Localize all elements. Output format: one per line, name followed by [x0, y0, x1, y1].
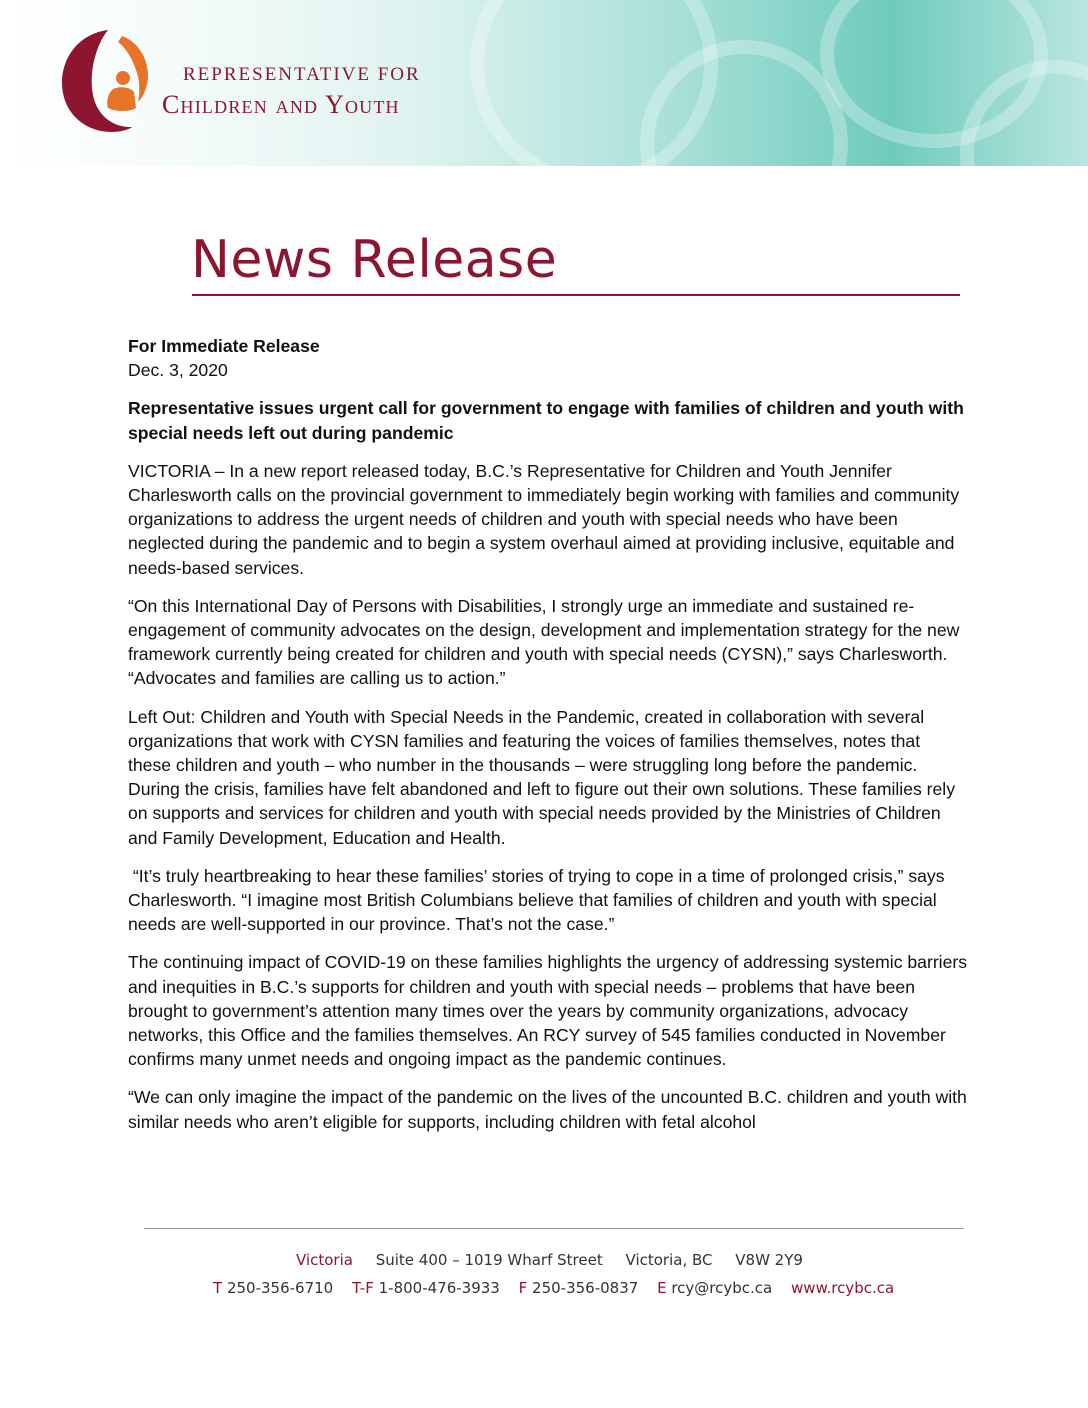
body-paragraph: Left Out: Children and Youth with Special Needs in the Pandemic, created in collaboration with several organizations that work with CYSN families and featuring the voices of families themselves, notes that these children and youth – who number in the thousands – were struggling long before the pandemic. During the crisis, families have felt abandoned and left to figure out their own solutions. These families rely on supports and services for children and youth with special needs provided by the Ministries of Children and Family Development, Education and Health. — [128, 706, 956, 848]
title-divider — [192, 294, 960, 296]
footer-tollfree: 1-800-476-3933 — [378, 1279, 500, 1297]
footer-street: Suite 400 – 1019 Wharf Street — [375, 1251, 603, 1269]
footer-address — [296, 1251, 803, 1269]
footer-city: Victoria — [296, 1251, 353, 1269]
footer-website-link[interactable]: www.rcybc.ca — [791, 1279, 895, 1297]
footer-tel-label: T — [213, 1279, 223, 1297]
footer-email-link[interactable]: rcy@rcybc.ca — [671, 1279, 773, 1297]
body-paragraph: “On this International Day of Persons with Disabilities, I strongly urge an immediate and sustained re-engagement of community advocates on the design, development and implementation strategy for the new framework currently being created for children and youth with special needs (CYSN),” says Charlesworth. “Advocates and families are calling us to action.” — [128, 595, 960, 689]
footer-fax: 250-356-0837 — [532, 1279, 639, 1297]
footer-fax-label: F — [518, 1279, 528, 1297]
body-paragraph: “We can only imagine the impact of the pandemic on the lives of the uncounted B.C. children and youth with similar needs who aren’t eligible for supports, including children with fetal alcohol — [128, 1087, 967, 1132]
org-name-line1: REPRESENTATIVE FOR — [183, 64, 421, 85]
footer-tel: 250-356-6710 — [226, 1279, 334, 1297]
body-paragraph: “It’s truly heartbreaking to hear these families’ stories of trying to cope in a time of prolonged crisis,” says Charlesworth. “I imagine most British Columbians believe that families of children and youth with special needs are well-supported in our province. That’s not the case.” — [128, 865, 950, 935]
footer-tollfree-label: T-F — [352, 1279, 374, 1297]
release-body — [128, 334, 968, 1148]
body-paragraph: VICTORIA – In a new report released today, B.C.’s Representative for Children and Youth Jennifer Charlesworth calls on the provincial government to immediately begin working with families and community organizations to address the urgent needs of children and youth with special needs who have been neglected during the pandemic and to begin a system overhaul aimed at providing inclusive, equitable and needs-based services. — [128, 460, 960, 578]
footer-divider — [144, 1228, 964, 1229]
body-paragraph: The continuing impact of COVID-19 on these families highlights the urgency of addressing systemic barriers and inequities in B.C.’s supports for children and youth with special needs – problems that have been brought to government’s attention many times over the years by community organizations, advocacy networks, this Office and the families themselves. An RCY survey of 545 families conducted in November confirms many unmet needs and ongoing impact as the pandemic continues. — [128, 952, 968, 1070]
footer-postal-code: V8W 2Y9 — [735, 1251, 803, 1269]
page-title: News Release — [191, 230, 558, 290]
release-headline: Representative issues urgent call for government to engage with families of children and youth with special needs left out during pandemic — [128, 398, 964, 443]
release-label: For Immediate Release — [128, 336, 320, 356]
footer-email-label: E — [657, 1279, 667, 1297]
mother-and-child-logo-icon — [60, 28, 150, 134]
release-date: Dec. 3, 2020 — [128, 360, 228, 381]
footer-contacts — [213, 1279, 894, 1297]
header-banner — [0, 0, 1088, 166]
footer-city-province: Victoria, BC — [625, 1251, 713, 1269]
org-name-line2: Children and Youth — [162, 90, 400, 119]
